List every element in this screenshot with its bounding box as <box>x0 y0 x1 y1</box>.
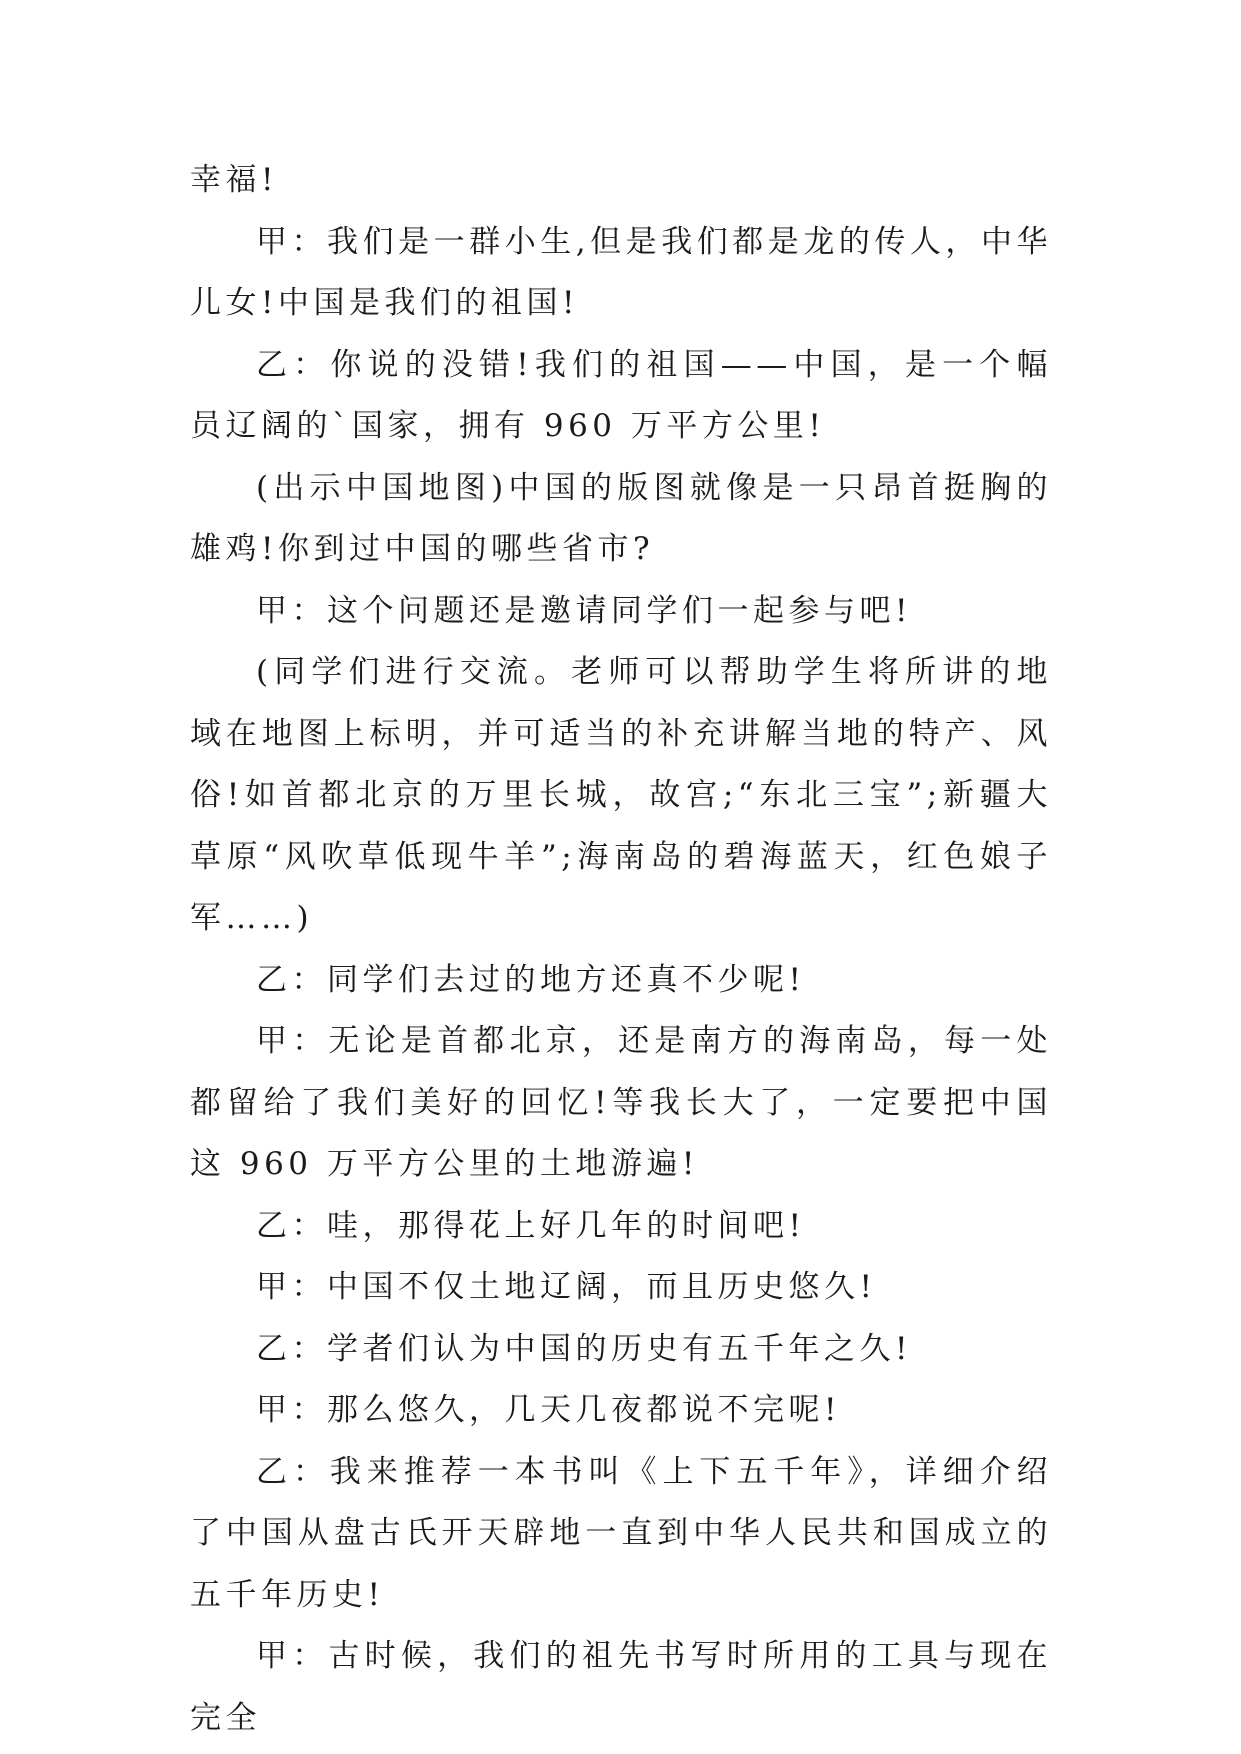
dialogue-paragraph: 甲：我们是一群小生,但是我们都是龙的传人，中华儿女!中国是我们的祖国! <box>190 223 1052 321</box>
stage-direction-paragraph: (同学们进行交流。老师可以帮助学生将所讲的地域在地图上标明，并可适当的补充讲解当地的特产、风俗!如首都北京的万里长城，故宫;“东北三宝”;新疆大草原“风吹草低现牛羊”;海南岛的碧海蓝天，红色娘子军……) <box>190 654 1052 936</box>
stage-direction-paragraph: (出示中国地图)中国的版图就像是一只昂首挺胸的雄鸡!你到过中国的哪些省市? <box>190 469 1052 567</box>
paragraph-continuation: 幸福! <box>190 162 278 198</box>
dialogue-paragraph: 甲：中国不仅土地辽阔，而且历史悠久! <box>256 1269 877 1305</box>
dialogue-paragraph: 乙：你说的没错!我们的祖国——中国，是一个幅员辽阔的`国家，拥有 960 万平方公里! <box>190 346 1052 444</box>
dialogue-paragraph: 乙：哇，那得花上好几年的时间吧! <box>256 1207 806 1244</box>
dialogue-paragraph: 甲：这个问题还是邀请同学们一起参与吧! <box>256 592 912 629</box>
dialogue-paragraph: 乙：我来推荐一本书叫《上下五千年》，详细介绍了中国从盘古氏开天辟地一直到中华人民共和国成立的五千年历史! <box>190 1453 1052 1613</box>
document-body <box>190 150 1052 1749</box>
dialogue-paragraph: 甲：那么悠久，几天几夜都说不完呢! <box>256 1392 841 1428</box>
dialogue-paragraph: 甲：无论是首都北京，还是南方的海南岛，每一处都留给了我们美好的回忆!等我长大了，一定要把中国这 960 万平方公里的土地游遍! <box>190 1023 1052 1182</box>
dialogue-paragraph: 乙：同学们去过的地方还真不少呢! <box>256 961 806 998</box>
dialogue-paragraph: 甲：古时候，我们的祖先书写时所用的工具与现在完全 <box>190 1638 1052 1736</box>
dialogue-paragraph: 乙：学者们认为中国的历史有五千年之久! <box>256 1330 912 1367</box>
